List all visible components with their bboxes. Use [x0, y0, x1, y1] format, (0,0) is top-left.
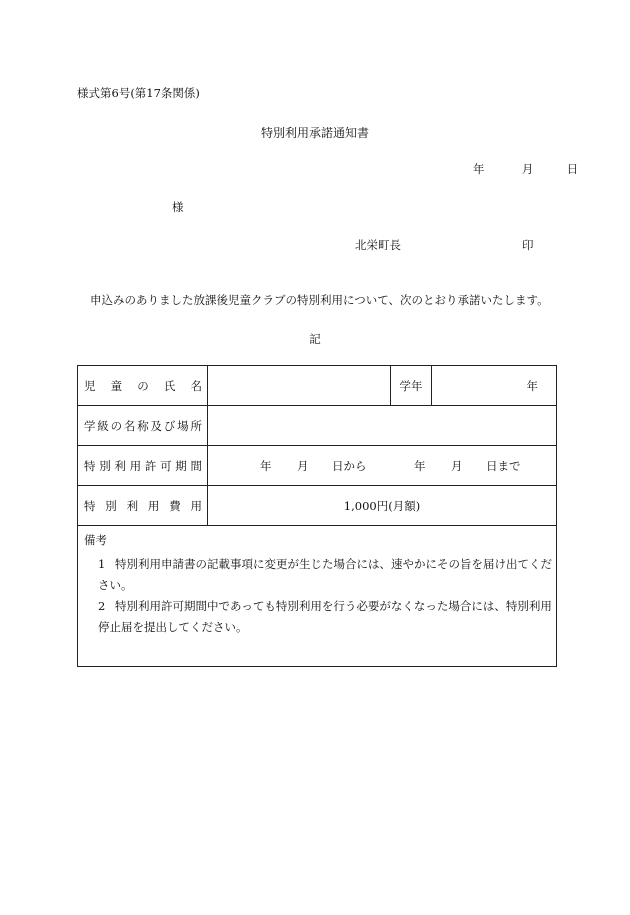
- row-period: [78, 446, 556, 486]
- row-fee: [78, 486, 556, 526]
- note-item-1: [98, 554, 552, 596]
- note-item-2: [98, 596, 552, 638]
- notes-section: [78, 526, 556, 666]
- notes-title: 備考: [84, 533, 107, 547]
- grade-value[interactable]: [432, 366, 556, 405]
- period-from-day: 日から: [332, 458, 367, 473]
- body-text: 申込みのありました放課後児童クラブの特別利用について、次のとおり承諾いたします。: [90, 293, 549, 307]
- date-month: 月: [521, 162, 534, 176]
- document-title: 特別利用承諾通知書: [260, 126, 369, 140]
- details-table: [77, 365, 557, 667]
- addressee-suffix: 様: [172, 200, 184, 214]
- period-value[interactable]: [208, 446, 556, 485]
- note-number: 1: [98, 557, 106, 571]
- date-line: [473, 161, 578, 177]
- ki-heading: 記: [309, 332, 321, 346]
- date-day: 日: [566, 162, 579, 176]
- note-number: 2: [98, 599, 106, 613]
- date-year: 年: [473, 162, 485, 176]
- period-from-year: 年: [260, 458, 272, 473]
- note-text: 特別利用申請書の記載事項に変更が生じた場合には、速やかにその旨を届け出てください。: [98, 557, 552, 592]
- period-to-year: 年: [414, 458, 426, 473]
- label-fee: 特別利用費用: [78, 486, 208, 525]
- period-to-month: 月: [451, 458, 463, 473]
- child-name-value[interactable]: [208, 366, 391, 405]
- fee-value: 1,000円(月額): [343, 498, 421, 513]
- row-class-location: [78, 406, 556, 446]
- label-grade: 学年: [391, 366, 432, 405]
- label-period: 特別利用許可期間: [78, 446, 208, 485]
- grade-unit: 年: [526, 378, 538, 393]
- note-text: 特別利用許可期間中であっても特別利用を行う必要がなくなった場合には、特別利用停止届を提出してください。: [98, 599, 552, 634]
- seal-mark: 印: [522, 238, 534, 252]
- class-location-value[interactable]: [208, 406, 556, 445]
- label-class-location: 学級の名称及び場所: [78, 406, 208, 445]
- row-child-name: [78, 366, 556, 406]
- form-number: 様式第6号(第17条関係): [77, 86, 200, 100]
- issuer-name: 北栄町長: [355, 238, 401, 252]
- period-from-month: 月: [297, 458, 309, 473]
- period-to-day: 日まで: [486, 458, 521, 473]
- label-child-name: 児童の氏名: [78, 366, 208, 405]
